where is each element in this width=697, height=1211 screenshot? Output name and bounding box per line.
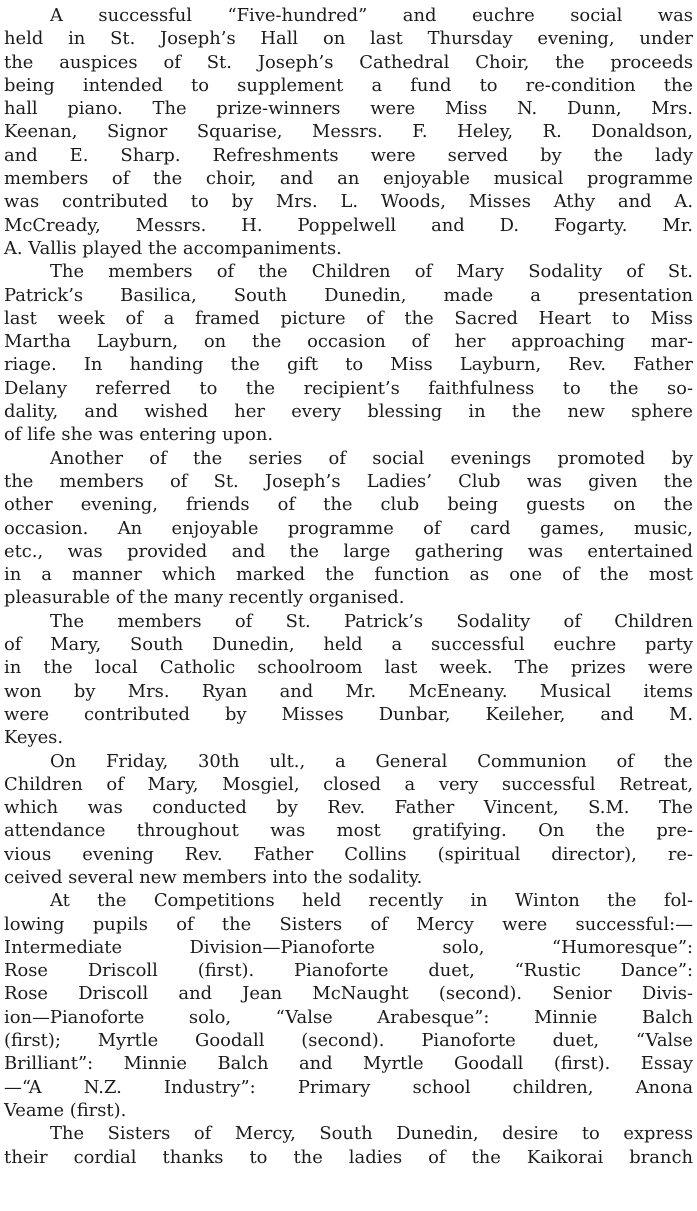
article-paragraph bbox=[4, 447, 693, 610]
text-line: The Sisters of Mercy, South Dunedin, desire to express bbox=[50, 1123, 693, 1145]
text-line: A successful “Five-hundred” and euchre social was bbox=[50, 5, 693, 26]
text-line: A. Vallis played the accompaniments. bbox=[4, 237, 342, 259]
text-line: held in St. Joseph’s Hall on last Thursday evening, under bbox=[4, 28, 693, 50]
article-paragraph bbox=[4, 4, 693, 260]
text-line: Rose Driscoll (first). Pianoforte duet, “Rustic Dance”: bbox=[4, 960, 693, 982]
text-line: members of the choir, and an enjoyable musical programme bbox=[4, 168, 693, 190]
text-line: occasion. An enjoyable programme of card games, music, bbox=[4, 517, 693, 539]
text-line: vious evening Rev. Father Collins (spiritual director), re- bbox=[4, 843, 693, 865]
text-line: the auspices of St. Joseph’s Cathedral Choir, the proceeds bbox=[4, 51, 693, 73]
text-line: lowing pupils of the Sisters of Mercy were successful:— bbox=[4, 913, 693, 935]
text-line: the members of St. Joseph’s Ladies’ Club was given the bbox=[4, 470, 693, 492]
article-paragraph bbox=[4, 260, 693, 446]
text-line: won by Mrs. Ryan and Mr. McEneany. Musical items bbox=[4, 680, 693, 702]
text-line: (first); Myrtle Goodall (second). Pianoforte duet, “Valse bbox=[4, 1030, 693, 1052]
text-line: On Friday, 30th ult., a General Communion of the bbox=[50, 750, 693, 772]
text-line: At the Competitions held recently in Winton the fol- bbox=[50, 890, 693, 912]
text-line: Martha Layburn, on the occasion of her approaching mar- bbox=[4, 331, 693, 353]
text-line: being intended to supplement a fund to re-condition the bbox=[4, 74, 693, 96]
text-line: and E. Sharp. Refreshments were served by the lady bbox=[4, 144, 693, 166]
text-line: which was conducted by Rev. Father Vincent, S.M. The bbox=[4, 797, 693, 819]
article-paragraph bbox=[4, 750, 693, 890]
text-line: Intermediate Division—Pianoforte solo, “Humoresque”: bbox=[4, 936, 693, 958]
text-line: Keenan, Signor Squarise, Messrs. F. Heley, R. Donaldson, bbox=[4, 121, 693, 143]
text-line: other evening, friends of the club being guests on the bbox=[4, 494, 693, 516]
text-line: Veame (first). bbox=[4, 1099, 127, 1121]
text-line: riage. In handing the gift to Miss Layburn, Rev. Father bbox=[4, 354, 693, 376]
text-line: ceived several new members into the sodality. bbox=[4, 866, 423, 888]
text-line: ion—Pianoforte solo, “Valse Arabesque”: Minnie Balch bbox=[4, 1006, 693, 1028]
text-line: etc., was provided and the large gathering was entertained bbox=[4, 540, 693, 562]
text-line: Another of the series of social evenings promoted by bbox=[50, 447, 693, 469]
text-line: last week of a framed picture of the Sacred Heart to Miss bbox=[4, 307, 693, 329]
text-line: McCready, Messrs. H. Poppelwell and D. Fogarty. Mr. bbox=[4, 214, 693, 236]
text-line: of Mary, South Dunedin, held a successful euchre party bbox=[4, 634, 693, 656]
text-line: in a manner which marked the function as one of the most bbox=[4, 564, 693, 586]
text-line: Keyes. bbox=[4, 727, 64, 749]
article-column bbox=[4, 4, 693, 1169]
article-paragraph bbox=[4, 1122, 693, 1169]
text-line: dality, and wished her every blessing in the new sphere bbox=[4, 401, 693, 423]
text-line: The members of the Children of Mary Sodality of St. bbox=[50, 261, 693, 283]
text-line: hall piano. The prize-winners were Miss N. Dunn, Mrs. bbox=[4, 98, 693, 120]
article-paragraph bbox=[4, 889, 693, 1122]
text-line: their cordial thanks to the ladies of the Kaikorai branch bbox=[4, 1146, 693, 1168]
text-line: Rose Driscoll and Jean McNaught (second). Senior Divis- bbox=[4, 983, 693, 1005]
text-line: Delany referred to the recipient’s faithfulness to the so- bbox=[4, 377, 693, 399]
text-line: was contributed to by Mrs. L. Woods, Misses Athy and A. bbox=[4, 191, 693, 213]
article-paragraph bbox=[4, 610, 693, 750]
text-line: were contributed by Misses Dunbar, Keileher, and M. bbox=[4, 703, 693, 725]
text-line: of life she was entering upon. bbox=[4, 424, 274, 446]
text-line: Children of Mary, Mosgiel, closed a very successful Retreat, bbox=[4, 773, 693, 795]
text-line: in the local Catholic schoolroom last week. The prizes were bbox=[4, 657, 693, 679]
text-line: attendance throughout was most gratifying. On the pre- bbox=[4, 820, 693, 842]
text-line: Patrick’s Basilica, South Dunedin, made a presentation bbox=[4, 284, 693, 306]
text-line: pleasurable of the many recently organised. bbox=[4, 587, 405, 609]
text-line: The members of St. Patrick’s Sodality of Children bbox=[50, 610, 693, 632]
text-line: —“A N.Z. Industry”: Primary school children, Anona bbox=[4, 1076, 693, 1098]
text-line: Brilliant”: Minnie Balch and Myrtle Goodall (first). Essay bbox=[4, 1053, 693, 1075]
